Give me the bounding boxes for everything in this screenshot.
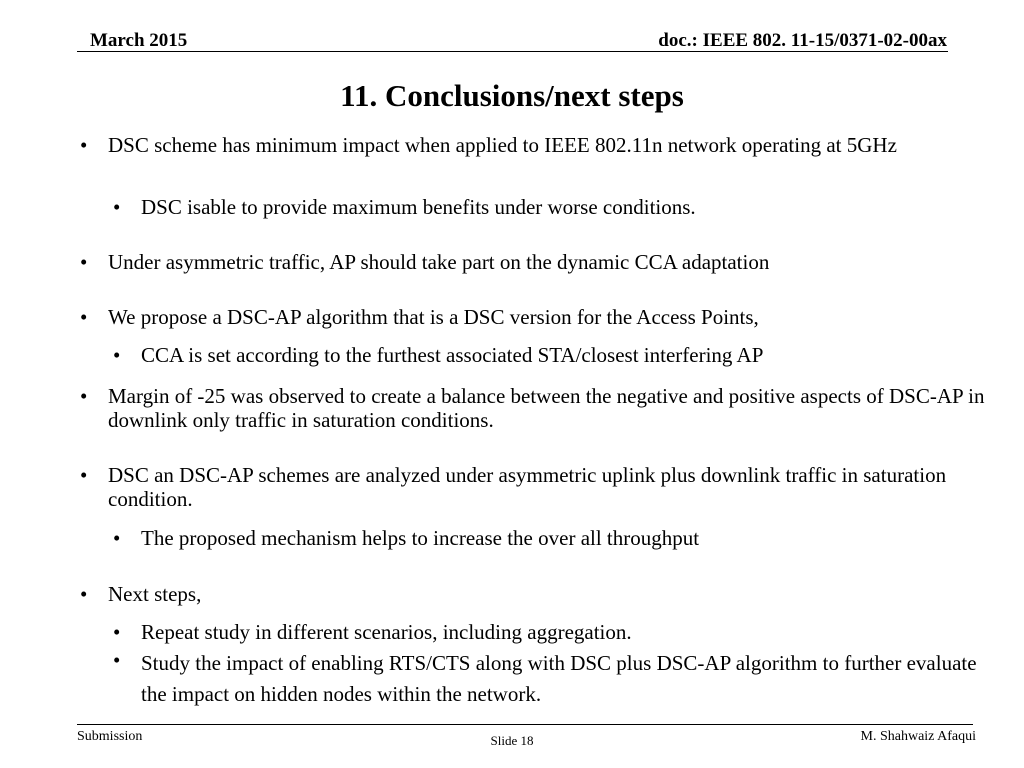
bullet-item <box>80 133 985 157</box>
bullet-item <box>80 250 985 274</box>
bullet-item <box>80 305 985 329</box>
bullet-dot-icon: • <box>80 582 88 606</box>
header-divider <box>77 51 948 52</box>
footer-divider <box>77 724 973 725</box>
bullet-text: Repeat study in different scenarios, including aggregation. <box>141 620 632 644</box>
bullet-dot-icon: • <box>113 195 121 219</box>
bullet-dot-icon: • <box>113 526 121 550</box>
bullet-text: Study the impact of enabling RTS/CTS along with DSC plus DSC-AP algorithm to further evaluate the impact on hidden nodes within the network. <box>141 651 977 706</box>
sub-bullet-item <box>113 620 985 644</box>
bullet-text: The proposed mechanism helps to increase the over all throughput <box>141 526 700 550</box>
bullet-dot-icon: • <box>113 620 121 644</box>
bullet-text: We propose a DSC-AP algorithm that is a DSC version for the Access Points, <box>108 305 759 329</box>
header-date: March 2015 <box>90 30 188 51</box>
bullet-dot-icon: • <box>80 305 88 329</box>
slide-title: 11. Conclusions/next steps <box>340 78 684 113</box>
footer-author: M. Shahwaiz Afaqui <box>860 729 976 744</box>
header-doc-id: doc.: IEEE 802. 11-15/0371-02-00ax <box>658 30 947 51</box>
footer-submission: Submission <box>77 729 143 744</box>
bullet-text: Margin of -25 was observed to create a balance between the negative and positive aspects of DSC-AP in downlink only traffic in saturation conditions. <box>108 384 985 432</box>
bullet-text: Next steps, <box>108 582 202 606</box>
bullet-text: DSC scheme has minimum impact when applied to IEEE 802.11n network operating at 5GHz <box>108 133 897 157</box>
bullet-item <box>80 582 985 606</box>
bullet-text: Under asymmetric traffic, AP should take part on the dynamic CCA adaptation <box>108 250 770 274</box>
bullet-dot-icon: • <box>80 133 88 157</box>
sub-bullet-item <box>113 343 985 367</box>
bullet-item <box>80 463 985 511</box>
sub-bullet-item <box>113 195 985 219</box>
bullet-dot-icon: • <box>80 384 88 408</box>
bullet-dot-icon: • <box>113 648 121 672</box>
sub-bullet-item <box>113 526 985 550</box>
bullet-item <box>80 384 985 432</box>
sub-bullet-item <box>113 648 985 710</box>
bullet-dot-icon: • <box>80 250 88 274</box>
bullet-text: DSC isable to provide maximum benefits under worse conditions. <box>141 195 696 219</box>
footer-slide-number: Slide 18 <box>490 733 534 748</box>
bullet-text: CCA is set according to the furthest associated STA/closest interfering AP <box>141 343 764 367</box>
bullet-dot-icon: • <box>113 343 121 367</box>
bullet-dot-icon: • <box>80 463 88 487</box>
bullet-text: DSC an DSC-AP schemes are analyzed under asymmetric uplink plus downlink traffic in saturation condition. <box>108 463 947 511</box>
